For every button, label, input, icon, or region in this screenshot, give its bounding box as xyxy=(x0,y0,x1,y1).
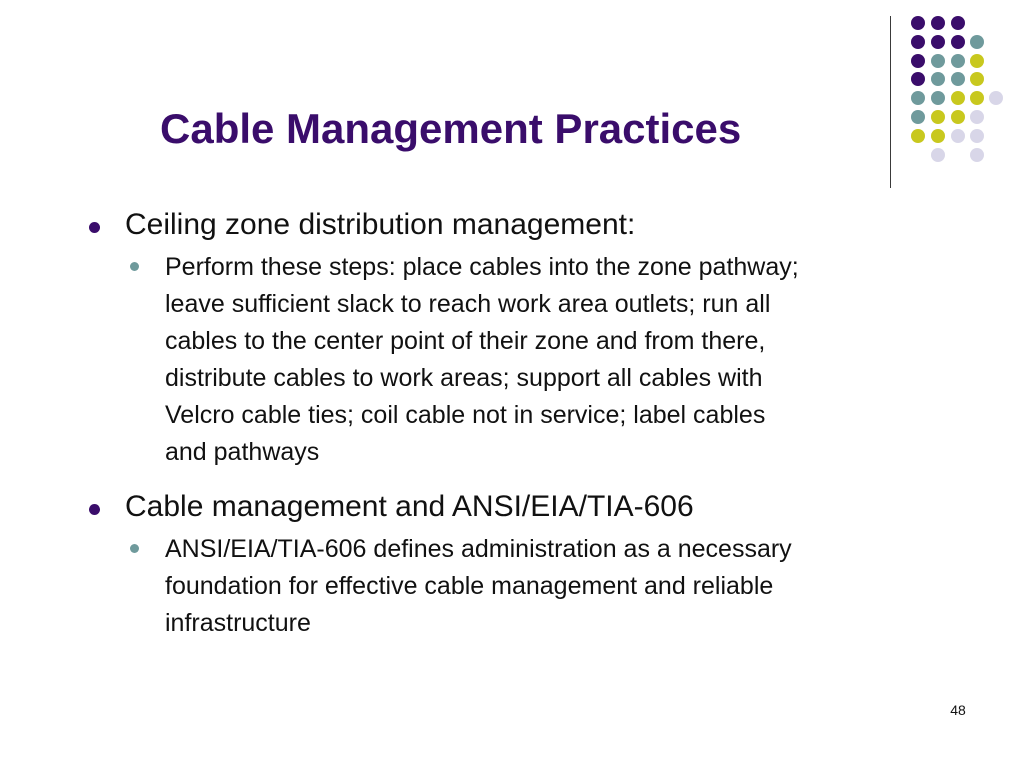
decor-dot xyxy=(970,91,984,105)
title-divider-line xyxy=(890,16,891,188)
decor-dot xyxy=(970,148,984,162)
decor-dot xyxy=(911,91,925,105)
decor-dot xyxy=(911,129,925,143)
decor-dot xyxy=(951,129,965,143)
decor-dot xyxy=(931,129,945,143)
text-line: cables to the center point of their zone and from there, xyxy=(165,327,766,355)
text-line: Perform these steps: place cables into the zone pathway; xyxy=(165,253,799,281)
sub-bullet-ansi-defines xyxy=(127,531,965,642)
decor-dot xyxy=(911,110,925,124)
decor-dot xyxy=(911,54,925,68)
decor-dot xyxy=(931,16,945,30)
decor-dot xyxy=(931,110,945,124)
text-line: leave sufficient slack to reach work area outlets; run all xyxy=(165,290,771,318)
decor-dot xyxy=(970,54,984,68)
decor-dot xyxy=(931,72,945,86)
decor-dot xyxy=(951,54,965,68)
page-number: 48 xyxy=(950,702,966,718)
text-line: and pathways xyxy=(165,438,320,466)
bullet-marker xyxy=(89,504,100,515)
sub-bullet-marker xyxy=(130,544,139,553)
decor-dot xyxy=(951,110,965,124)
decor-dot xyxy=(931,54,945,68)
sub-bullet-perform-steps xyxy=(127,249,965,471)
bullet-text: Cable management and ANSI/EIA/TIA-606 xyxy=(125,490,694,523)
decor-dot xyxy=(970,72,984,86)
bullet-ansi-606 xyxy=(88,487,968,527)
bullet-text: Ceiling zone distribution management: xyxy=(125,208,636,241)
sub-bullet-marker xyxy=(130,262,139,271)
slide-body xyxy=(88,205,968,642)
decor-dot xyxy=(970,110,984,124)
decor-dot xyxy=(951,72,965,86)
text-line: foundation for effective cable management and reliable xyxy=(165,572,774,600)
decor-dot xyxy=(931,91,945,105)
bullet-marker xyxy=(89,222,100,233)
text-line: Velcro cable ties; coil cable not in service; label cables xyxy=(165,401,766,429)
decor-dot xyxy=(911,35,925,49)
decor-dot xyxy=(911,16,925,30)
text-line: distribute cables to work areas; support all cables with xyxy=(165,364,763,392)
text-line: ANSI/EIA/TIA-606 defines administration as a necessary xyxy=(165,535,792,563)
decor-dot xyxy=(970,35,984,49)
slide-title: Cable Management Practices xyxy=(160,105,742,152)
decor-dot xyxy=(951,16,965,30)
decor-dot xyxy=(970,129,984,143)
bullet-ceiling-zone xyxy=(88,205,968,245)
text-line: infrastructure xyxy=(165,609,311,637)
decor-dot xyxy=(931,148,945,162)
decor-dot xyxy=(989,91,1003,105)
decor-dot xyxy=(951,35,965,49)
dot-grid-decoration xyxy=(0,0,1024,200)
decor-dot xyxy=(911,72,925,86)
decor-dot xyxy=(931,35,945,49)
decor-dot xyxy=(951,91,965,105)
